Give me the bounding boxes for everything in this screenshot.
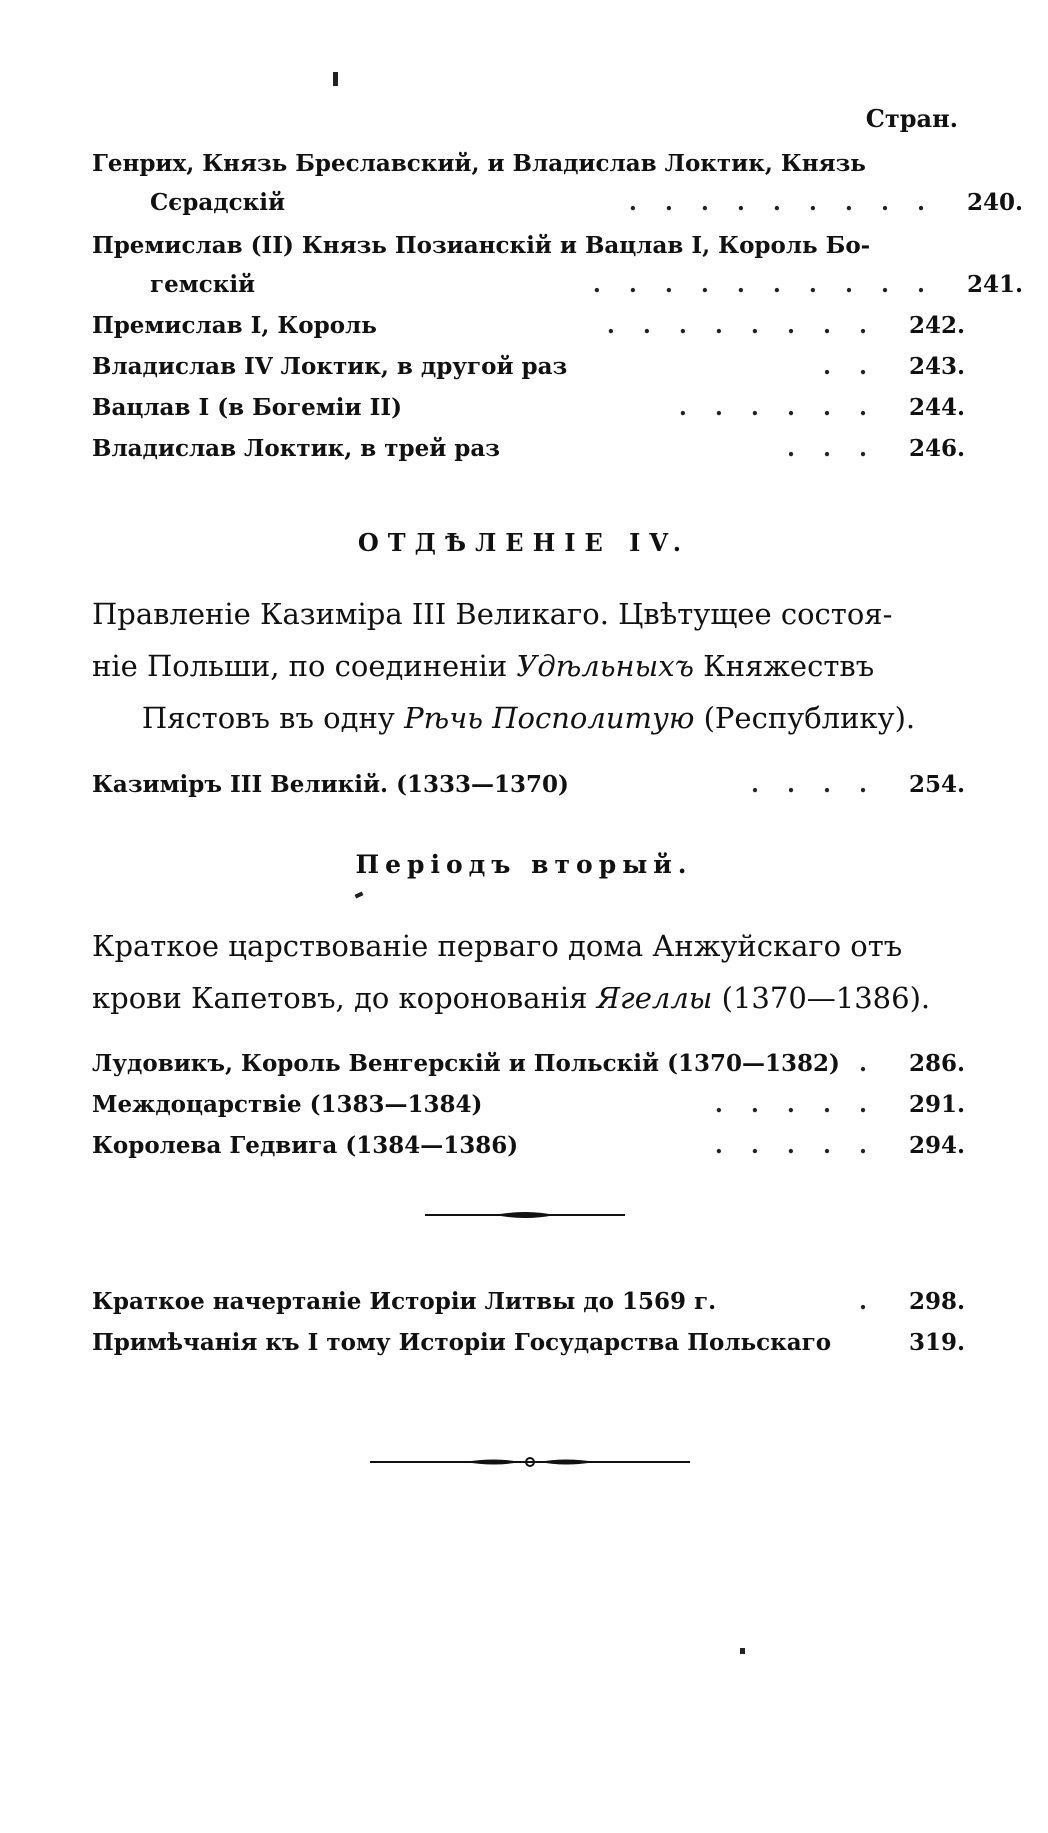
toc-entry-page: 246.: [908, 435, 965, 462]
toc-entry-page: 286.: [908, 1050, 965, 1077]
toc-entry-page: 294.: [908, 1132, 965, 1159]
page-column-header: Стран.: [865, 104, 958, 133]
toc-entry: [92, 1290, 965, 1313]
toc-entry-title: Владислав Локтик, в трей раз: [92, 435, 500, 462]
desc-line: (1370—1386).: [712, 981, 931, 1015]
toc-entry-title: Вацлав I (в Богеміи II): [92, 394, 402, 421]
ornamental-rule: [425, 1208, 625, 1222]
toc-entry: [92, 1134, 965, 1157]
toc-entry-line: Премислав (II) Князь Позианскій и Вацлав I, Король Бо-: [92, 232, 871, 259]
toc-entry-title: гемскій: [150, 271, 256, 298]
toc-entry-page: 319.: [908, 1329, 965, 1356]
toc-entry: [92, 314, 965, 337]
toc-entry-page: 243.: [908, 353, 965, 380]
desc-line: крови Капетовъ, до коронованія: [92, 981, 597, 1015]
ornamental-rule-end: [370, 1454, 690, 1470]
leader-dots: ...: [786, 437, 895, 460]
toc-entry: [92, 1093, 965, 1116]
desc-line: ніе Польши, по соединеніи: [92, 649, 517, 683]
toc-block-1: [92, 150, 1023, 462]
toc-entry-page: 240.: [966, 189, 1023, 216]
toc-entry: [92, 773, 965, 796]
toc-entry: [92, 355, 965, 378]
leader-dots: .........: [628, 191, 953, 214]
desc-italic: Рѣчь Посполитую: [404, 701, 695, 735]
leader-dots: ........: [606, 314, 895, 337]
toc-entry-title: Лудовикъ, Король Венгерскій и Польскій (1370—1382): [92, 1050, 840, 1077]
desc-line: Пястовъ въ одну: [141, 701, 405, 735]
scan-speck: [740, 1648, 745, 1654]
toc-entry: [92, 1331, 965, 1354]
desc-italic: Удѣльныхъ: [516, 649, 694, 683]
leader-dots: ......: [678, 396, 895, 419]
toc-entry-title: Казиміръ III Великій. (1333—1370): [92, 771, 569, 798]
toc-entry-line: Генрих, Князь Бреславский, и Владислав Локтик, Князь: [92, 150, 866, 177]
toc-entry-title: Королева Гедвига (1384—1386): [92, 1132, 519, 1159]
toc-entry: [92, 273, 1023, 296]
leader-dots: ..: [822, 355, 895, 378]
desc-line: (Республику).: [694, 701, 916, 735]
toc-entry-page: 242.: [908, 312, 965, 339]
toc-entry: [92, 437, 965, 460]
period-heading: Періодъ вторый.: [355, 850, 693, 879]
scan-speck: [355, 891, 364, 898]
toc-block-period2: [92, 1052, 965, 1157]
toc-entry-title: Междоцарствіе (1383—1384): [92, 1091, 483, 1118]
toc-entry-page: 298.: [908, 1288, 965, 1315]
section-heading: ОТДѢЛЕНІЕ IV.: [357, 528, 691, 557]
toc-block-section4: [92, 773, 965, 796]
toc-entry-title: Краткое начертаніе Исторіи Литвы до 1569 г.: [92, 1288, 717, 1315]
toc-entry: [92, 396, 965, 419]
leader-dots: ..........: [592, 273, 953, 296]
toc-entry-page: 291.: [908, 1091, 965, 1118]
desc-italic: Ягеллы: [596, 981, 713, 1015]
toc-entry-page: 241.: [966, 271, 1023, 298]
toc-entry: [92, 191, 1023, 214]
leader-dots: .....: [714, 1093, 895, 1116]
leader-dots: .: [858, 1052, 895, 1075]
toc-entry: [92, 1052, 965, 1075]
toc-entry-title: Сєрадскій: [150, 189, 286, 216]
toc-entry-title: Владислав IV Локтик, в другой раз: [92, 353, 568, 380]
period-description: [92, 920, 965, 1024]
desc-line: Краткое царствованіе перваго дома Анжуйскаго отъ: [92, 929, 903, 963]
leader-dots: .....: [714, 1134, 895, 1157]
toc-entry-page: 244.: [908, 394, 965, 421]
toc-entry-title: Премислав I, Король: [92, 312, 377, 339]
toc-entry-page: 254.: [908, 771, 965, 798]
scan-speck: [333, 72, 338, 86]
section-description: [92, 588, 965, 744]
toc-entry-title: Примѣчанія къ I тому Исторіи Государства Польскаго: [92, 1329, 832, 1356]
desc-centered-line: [92, 692, 965, 744]
toc-block-final: [92, 1290, 965, 1354]
leader-dots: .: [858, 1290, 895, 1313]
desc-line: Правленіе Казиміра III Великаго. Цвѣтущее состоя-: [92, 597, 893, 631]
desc-line: Княжествъ: [693, 649, 875, 683]
leader-dots: ....: [750, 773, 895, 796]
